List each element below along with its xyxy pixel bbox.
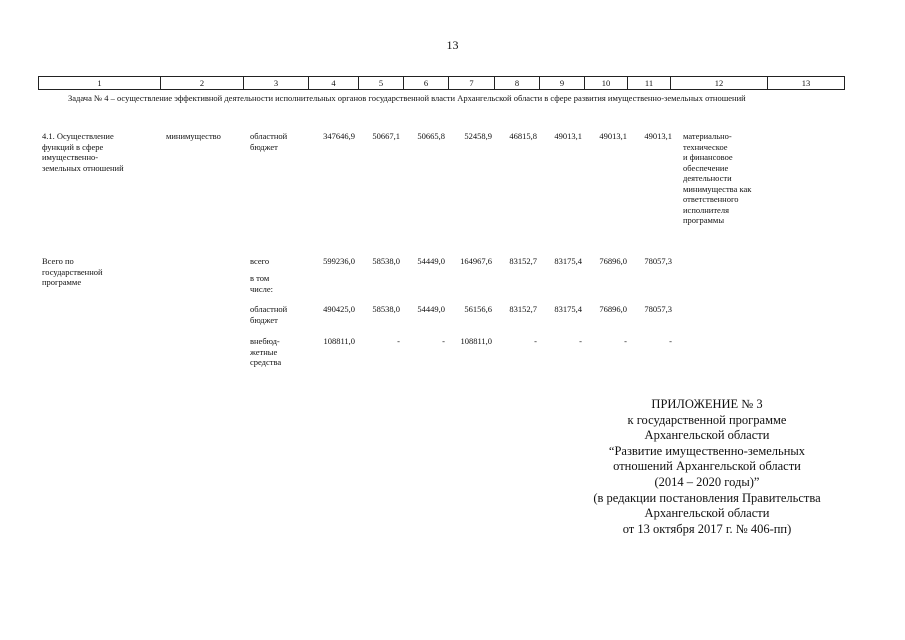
row-4-1-result-line: техническое	[683, 141, 728, 152]
row-4-1-source-line: областной	[250, 131, 288, 141]
column-number-4: 4	[309, 77, 359, 90]
column-number-10: 10	[585, 77, 628, 90]
row-4-1-result-line: программы	[683, 215, 725, 225]
column-number-2: 2	[161, 77, 244, 90]
column-number-1: 1	[39, 77, 161, 90]
value-cell: 58538,0	[372, 304, 400, 314]
column-number-11: 11	[628, 77, 671, 90]
row-4-1-result-line: обеспечение	[683, 162, 729, 173]
appendix-line: от 13 октября 2017 г. № 406-пп)	[622, 521, 792, 536]
row-4-1-source	[250, 131, 287, 152]
appendix-line: к государственной программе	[627, 412, 787, 427]
total-source-1-line: числе:	[250, 283, 273, 294]
total-source-2-line: областной	[250, 304, 288, 314]
appendix-line: “Развитие имущественно-земельных	[608, 443, 806, 458]
total-source-3	[250, 336, 281, 368]
row-4-1-source-line: бюджет	[250, 141, 278, 152]
value-cell: -	[624, 336, 627, 346]
value-cell: -	[534, 336, 537, 346]
value-cell: -	[579, 336, 582, 346]
row-4-1-result-line: материально-	[683, 131, 732, 141]
value-cell: 76896,0	[599, 304, 627, 314]
appendix-line: ПРИЛОЖЕНИЕ № 3	[651, 397, 763, 411]
appendix-line: отношений Архангельской области	[613, 459, 801, 474]
value-cell: 49013,1	[644, 131, 672, 141]
row-4-1-name-line: земельных отношений	[42, 162, 124, 173]
value-cell: 78057,3	[644, 304, 672, 314]
total-source-3-line: жетные	[250, 346, 278, 357]
value-cell: 347646,9	[323, 131, 355, 141]
row-4-1-name-line: имущественно-	[42, 152, 99, 162]
column-number-8: 8	[495, 77, 540, 90]
row-4-1-name-line: 4.1. Осуществление	[42, 131, 114, 141]
value-cell: 599236,0	[323, 256, 355, 266]
value-cell: 83175,4	[554, 256, 582, 266]
page-number: 13	[446, 38, 459, 52]
value-cell: 54449,0	[417, 256, 445, 266]
column-number-13: 13	[768, 77, 845, 90]
task-4-text: Задача № 4 – осуществление эффективной деятельности исполнительных органов государственной власти Архангельской области в сфере развития имущественно-земельных отношений	[68, 93, 746, 103]
row-4-1-result-line: деятельности	[683, 173, 732, 183]
row-4-1-result-line: исполнителя	[683, 204, 729, 215]
total-name-line: Всего по	[42, 256, 74, 266]
row-4-1-result-line: и финансовое	[683, 152, 733, 162]
total-name-line: программе	[42, 277, 82, 287]
value-cell: 83175,4	[554, 304, 582, 314]
value-cell: -	[669, 336, 672, 346]
value-cell: 46815,8	[509, 131, 537, 141]
value-cell: 76896,0	[599, 256, 627, 266]
total-source-0	[250, 256, 269, 267]
value-cell: 56156,6	[464, 304, 492, 314]
column-number-3: 3	[244, 77, 309, 90]
value-cell: 108811,0	[460, 336, 492, 346]
column-number-6: 6	[404, 77, 449, 90]
appendix-header	[562, 397, 852, 537]
row-4-1-name-line: функций в сфере	[42, 141, 104, 152]
column-number-7: 7	[449, 77, 495, 90]
value-cell: 108811,0	[323, 336, 355, 346]
column-number-9: 9	[540, 77, 585, 90]
row-4-1-result-line: минимущества как	[683, 183, 752, 194]
appendix-line: Архангельской области	[644, 428, 770, 443]
total-name-line: государственной	[42, 266, 103, 277]
value-cell: 490425,0	[323, 304, 355, 314]
value-cell: 58538,0	[372, 256, 400, 266]
total-source-1	[250, 273, 273, 294]
total-source-1-line: в том	[250, 273, 270, 283]
value-cell: 83152,7	[509, 304, 537, 314]
value-cell: 78057,3	[644, 256, 672, 266]
total-name	[42, 256, 103, 288]
value-cell: 49013,1	[599, 131, 627, 141]
value-cell: 164967,6	[460, 256, 492, 266]
value-cell: 52458,9	[464, 131, 492, 141]
total-source-2-line: бюджет	[250, 314, 278, 325]
total-source-3-line: внебюд-	[250, 336, 280, 346]
value-cell: 83152,7	[509, 256, 537, 266]
total-source-0-line: всего	[250, 256, 270, 266]
value-cell: 54449,0	[417, 304, 445, 314]
total-source-2	[250, 304, 287, 325]
row-4-1-name	[42, 131, 124, 173]
total-source-3-line: средства	[250, 357, 282, 367]
value-cell: -	[442, 336, 445, 346]
appendix-line: (в редакции постановления Правительства	[593, 490, 821, 505]
row-4-1-executor: минимущество	[166, 131, 221, 141]
value-cell: 50665,8	[417, 131, 445, 141]
value-cell: -	[397, 336, 400, 346]
appendix-line: (2014 – 2020 годы)”	[654, 474, 760, 489]
column-number-12: 12	[671, 77, 768, 90]
appendix-line: Архангельской области	[644, 506, 770, 521]
row-4-1-result	[683, 131, 751, 226]
value-cell: 49013,1	[554, 131, 582, 141]
value-cell: 50667,1	[372, 131, 400, 141]
column-number-5: 5	[359, 77, 404, 90]
row-4-1-result-line: ответственного	[683, 194, 739, 204]
